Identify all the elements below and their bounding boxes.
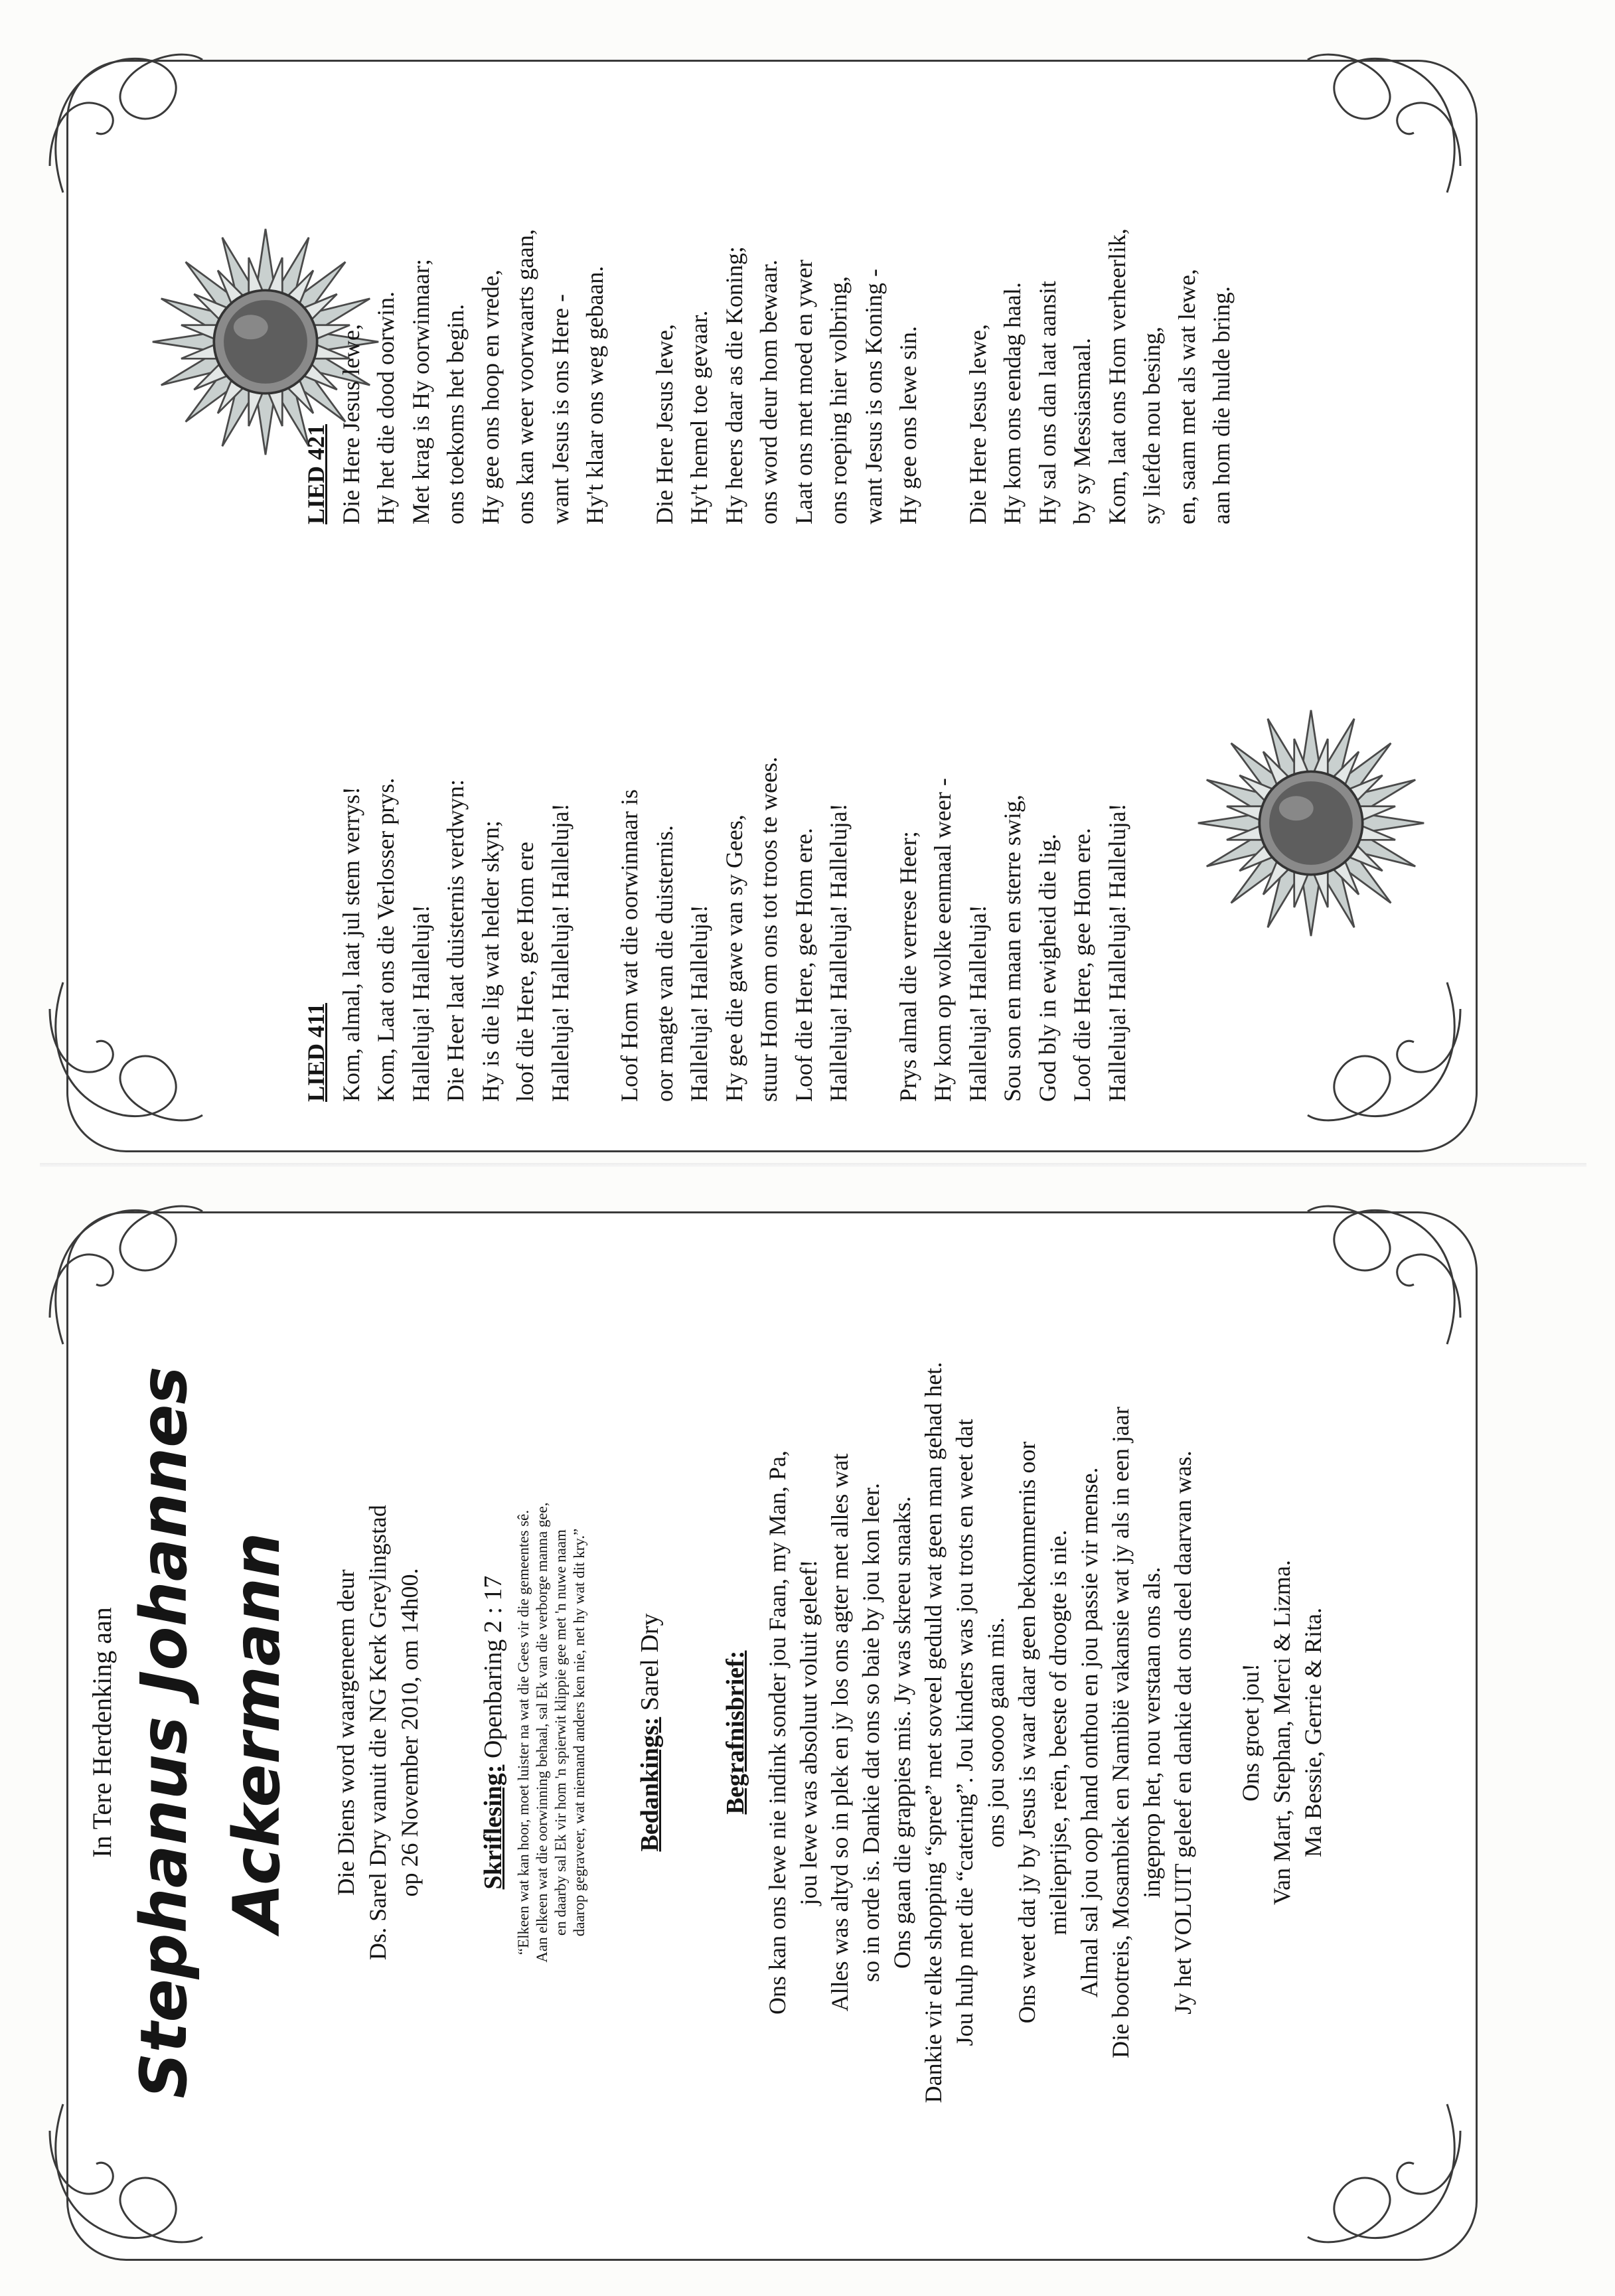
letter-line: Ons gaan die grappies mis. Jy was skreeu snaaks. <box>889 1496 915 1969</box>
service-line: op 26 November 2010, om 14h00. <box>396 1568 423 1897</box>
hymn-line: Kom, Laat ons die Verlosser prys. <box>372 777 399 1102</box>
hymn-line: Met krag is Hy oorwinnaar; <box>407 259 434 524</box>
hymn-line: stuur Hom om ons tot troos te wees. <box>755 757 782 1102</box>
memorial-content <box>80 1255 1460 2210</box>
letter-line: Almal sal jou oop hand onthou en jou passie vir mense. <box>1076 1467 1103 1998</box>
hymn-line: ons kan weer voorwaarts gaan, <box>512 229 538 524</box>
letter-line: so in orde is. Dankie dat ons so baie by jou kon leer. <box>858 1483 884 1982</box>
hymn-line: Loof Hom wat die oorwinnaar is <box>616 789 643 1102</box>
letter-line: Jou hulp met die “catering”. Jou kinders was jou trots en weet dat <box>951 1418 978 2046</box>
hymn-verse <box>961 7 1239 524</box>
hymn-line: Hy't hemel toe gevaar. <box>686 310 712 524</box>
name-line: Stephanus Johannes <box>127 1366 201 2099</box>
hymn-line: Die Here Jesus lewe, <box>964 324 991 524</box>
hymn-line: Hy sal ons dan laat aansit <box>1034 281 1061 524</box>
greeting-line: Ma Bessie, Gerrie & Rita. <box>1300 1608 1326 1857</box>
hymn-verse <box>891 584 1135 1102</box>
swirl-flourish-icon <box>37 33 209 206</box>
hymn-line: ons toekoms het begin. <box>442 304 469 524</box>
hymn-line: Hy gee ons lewe sin. <box>895 326 921 524</box>
deceased-name <box>117 1255 303 2210</box>
hymn-line: Prys almal die verrese Heer; <box>894 831 921 1102</box>
thanks-label: Bedankings: <box>636 1717 664 1852</box>
hymn-title: LIED 421 <box>303 423 329 524</box>
quote-line: daarop gegraveer, wat niemand anders ken nie, net hy wat dit kry.” <box>571 1528 587 1937</box>
hymn-line: Halleluja! Halleluja! <box>964 905 991 1102</box>
hymn-line: Halleluja! Halleluja! <box>686 905 712 1102</box>
fold-line <box>40 1163 1586 1167</box>
hymn-line: Hy gee die gawe van sy Gees, <box>720 814 747 1102</box>
reading-label: Skriflesing: <box>479 1764 507 1890</box>
funeral-letter <box>762 1255 1199 2210</box>
letter-line: ons jou soooo gaan mis. <box>982 1617 1009 1848</box>
greeting-line: Ons groet jou! <box>1237 1663 1264 1801</box>
farewell-greeting <box>1235 1255 1329 2210</box>
reading-reference: Openbaring 2 : 17 <box>479 1575 507 1765</box>
hymn-line: oor magte van die duisternis. <box>651 825 678 1102</box>
hymn-line: Die Here Jesus lewe, <box>337 324 364 524</box>
hymn-line: Laat ons met moed en ywer <box>790 260 817 524</box>
hymn-line: sy liefde nou besing, <box>1138 327 1165 524</box>
hymn-verse <box>612 584 856 1102</box>
letter-line: ingeprop het, nou verstaan ons als. <box>1138 1567 1165 1898</box>
hymn-line: Sou son en maan en sterre swig, <box>999 795 1026 1102</box>
hymn-421 <box>299 7 1274 524</box>
hymn-verse <box>647 7 926 524</box>
letter-line: jou lewe was absoluut voluit geleef! <box>795 1559 822 1906</box>
quote-line: Aan elkeen wat die oorwinning behaal, sal Ek van die verborge manna gee, <box>534 1502 550 1963</box>
hymn-line: aan hom die hulde bring. <box>1208 286 1235 524</box>
hymn-verse <box>334 7 613 524</box>
service-details <box>330 1255 425 2210</box>
hymn-line: Kom, laat ons Hom verheerlik, <box>1103 228 1130 524</box>
hymn-line: Kom, almal, laat jul stem verrys! <box>337 787 364 1102</box>
hymn-line: Halleluja! Halleluja! Halleluja! <box>825 803 852 1102</box>
hymn-line: ons roeping hier volbring, <box>825 276 852 524</box>
scripture-quote <box>514 1255 589 2210</box>
hymn-411 <box>299 584 1169 1102</box>
thanks-name: Sarel Dry <box>636 1613 664 1717</box>
hymn-line: Halleluja! Halleluja! Halleluja! <box>546 803 574 1102</box>
hymn-line: God bly in ewigheid die lig. <box>1034 834 1061 1102</box>
hymn-line: Hy heers daar as die Koning; <box>720 246 747 524</box>
hymn-line: Hy het die dood oorwin. <box>372 291 399 524</box>
swirl-flourish-icon <box>37 969 209 1142</box>
quote-line: en daarby sal Ek vir hom 'n spierwit klippie gee met 'n nuwe naam <box>552 1529 569 1936</box>
letter-line: Ons weet dat jy by Jesus is waar daar geen bekommernis oor <box>1014 1441 1040 2024</box>
letter-line: Ons kan ons lewe nie indink sonder jou Faan, my Man, Pa, <box>764 1450 791 2015</box>
letter-line: Jy het VOLUIT geleef en dankie dat ons deel daarvan was. <box>1170 1450 1196 2015</box>
hymn-verse <box>334 584 578 1102</box>
letter-title: Begrafnisbrief: <box>722 1650 749 1815</box>
hymn-line: loof die Here, gee Hom ere <box>512 842 538 1102</box>
scripture-reading <box>479 1255 508 2210</box>
greeting-line: Van Mart, Stephan, Merci & Lizma. <box>1269 1560 1295 1905</box>
quote-line: “Elkeen wat kan hoor, moet luister na wat die Gees vir die gemeentes sê. <box>515 1509 532 1955</box>
hymn-line: Halleluja! Halleluja! Halleluja! <box>1103 803 1130 1102</box>
hymn-line: Hy't klaar ons weg gebaan. <box>581 266 608 524</box>
hymn-line: en, saam met als wat lewe, <box>1173 269 1200 524</box>
memorial-inner <box>86 1255 1329 2210</box>
hymn-line: want Jesus is ons Koning - <box>860 269 887 524</box>
letter-line: Dankie vir elke shopping “spree” met soveel geduld wat geen man gehad het. <box>920 1361 947 2104</box>
hymn-title: LIED 411 <box>303 1002 329 1102</box>
hymn-line: ons word deur hom bewaar. <box>755 260 782 524</box>
hymn-line: Loof die Here, gee Hom ere. <box>1069 828 1095 1102</box>
letter-line: mielieprijse, reën, beeste of droogte is nie. <box>1045 1529 1071 1936</box>
thanks <box>635 1255 664 2210</box>
hymn-line: Halleluja! Halleluja! <box>407 905 434 1102</box>
hymn-line: Hy is die lig wat helder skyn; <box>477 820 504 1102</box>
letter-line: Alles was altyd so in plek en jy los ons agter met alles wat <box>826 1453 853 2012</box>
hymn-line: Hy kom ons eendag haal. <box>999 282 1026 524</box>
hymn-line: Die Here Jesus lewe, <box>651 324 678 524</box>
service-line: Die Diens word waargeneem deur <box>333 1569 359 1896</box>
hymn-line: Loof die Here, gee Hom ere. <box>790 828 817 1102</box>
name-line: Ackermann <box>220 1532 294 1933</box>
hymns-content <box>299 106 1427 1102</box>
hymn-line: want Jesus is ons Here - <box>546 294 574 524</box>
hymn-line: Die Heer laat duisternis verdwyn: <box>442 779 469 1102</box>
service-line: Ds. Sarel Dry vanuit die NG Kerk Greylingstad <box>364 1505 391 1960</box>
hymn-line: by sy Messiasmaal. <box>1069 338 1095 524</box>
in-memory-heading: In Tere Herdenking aan <box>87 1607 117 1858</box>
hymn-line: Hy gee ons hoop en vrede, <box>477 269 504 524</box>
hymn-line: Hy kom op wolke eenmaal weer - <box>929 778 956 1102</box>
letter-line: Die bootreis, Mosambiek en Namibië vakansie wat jy als in een jaar <box>1107 1407 1134 2058</box>
